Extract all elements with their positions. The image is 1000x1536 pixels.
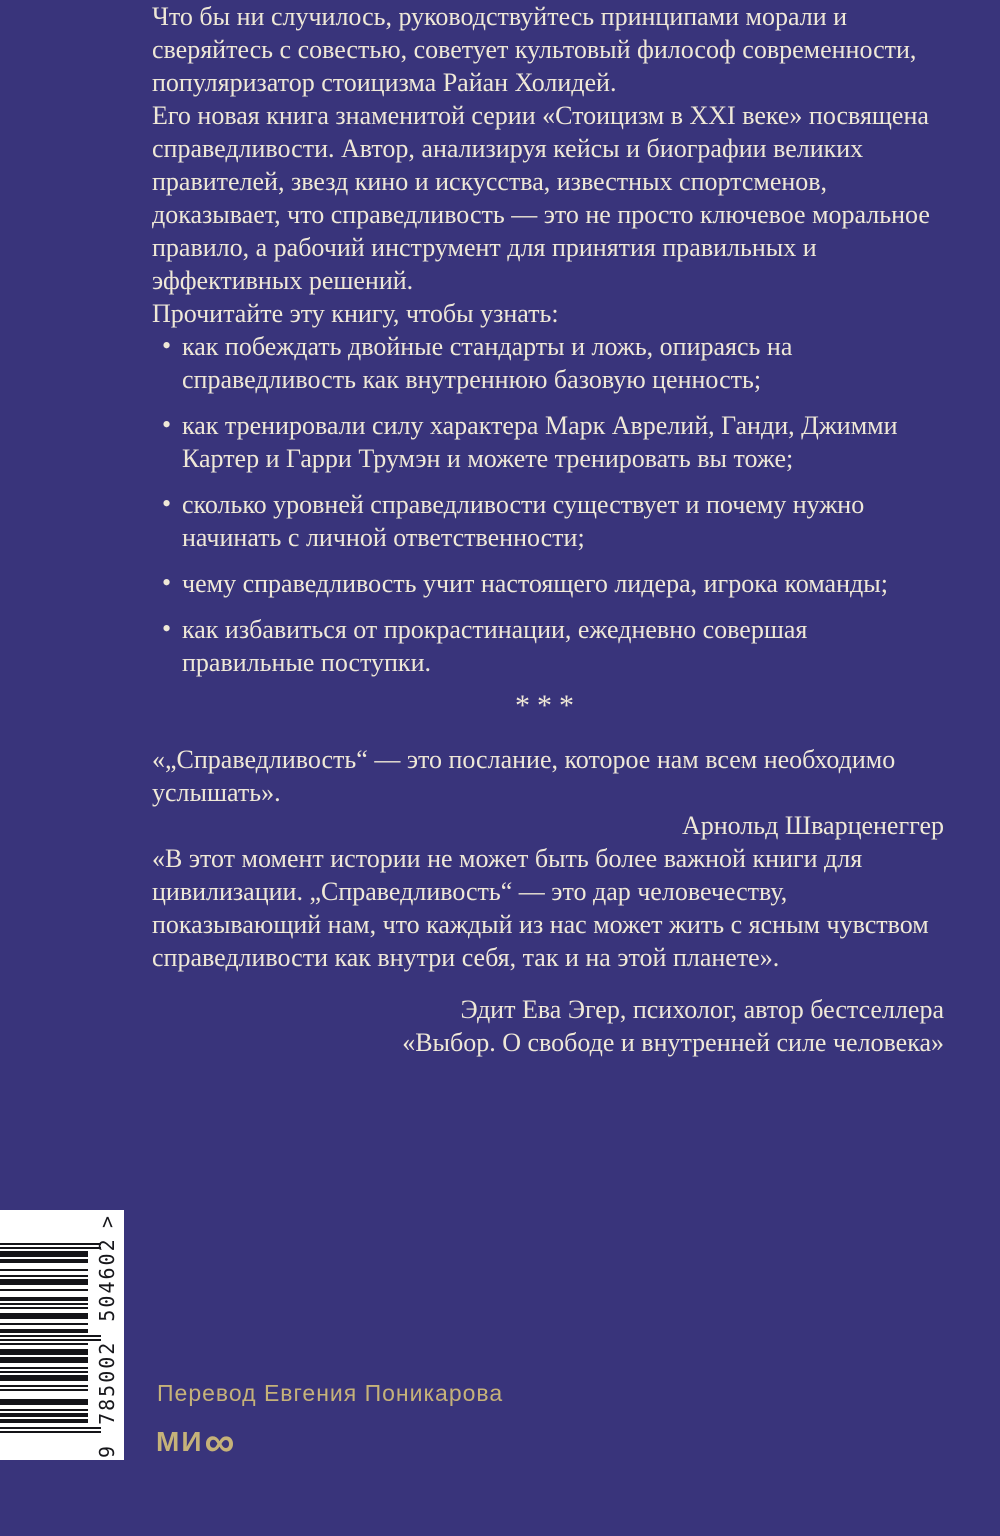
list-item: • сколько уровней справедливости существует и почему нужно начинать с личной ответственности; (152, 488, 944, 554)
barcode-number (94, 1214, 120, 1458)
barcode (0, 1210, 124, 1460)
infinity-icon: ∞ (204, 1418, 235, 1465)
attribution-line: «Выбор. О свободе и внутренней силе человека» (402, 1028, 944, 1057)
attribution-line: Эдит Ева Эгер, психолог, автор бестселлера (460, 995, 944, 1024)
list-item: • как побеждать двойные стандарты и ложь, опираясь на справедливость как внутреннюю базовую ценность; (152, 330, 944, 396)
list-item: • чему справедливость учит настоящего лидера, игрока команды; (152, 567, 944, 600)
blurb-paragraph-1: Что бы ни случилось, руководствуйтесь принципами морали и сверяйтесь с совестью, советует культовый философ современности, популяризатор стоицизма Райан Холидей. (152, 2, 917, 97)
list-item: • как тренировали силу характера Марк Аврелий, Ганди, Джимми Картер и Гарри Трумэн и можете тренировать вы тоже; (152, 409, 944, 475)
barcode-digits: 9 785002 504602 (95, 1237, 119, 1458)
quote-attribution-1: Арнольд Шварценеггер (681, 811, 944, 840)
publisher-logo-mif (156, 1418, 235, 1465)
list-intro: Прочитайте эту книгу, чтобы узнать: (152, 299, 559, 328)
key-points-list (152, 330, 944, 679)
section-separator: *** (515, 689, 581, 722)
blurb-column (152, 0, 944, 1059)
endorsement-quote-2: «В этот момент истории не может быть более важной книги для цивилизации. „Справедливость“ — это дар человечеству, показывающий нам, что каждый из нас может жить с ясным чувством справедливости как внутри себя, так и на этой планете». (152, 844, 929, 972)
translator-credit: Перевод Евгения Поникарова (157, 1380, 504, 1406)
list-item: • как избавиться от прокрастинации, ежедневно совершая правильные поступки. (152, 613, 944, 679)
barcode-arrow: > (95, 1214, 119, 1229)
quote-attribution-2 (152, 993, 944, 1059)
publisher-logo-letters: МИ (156, 1426, 204, 1457)
blurb-paragraph-2: Его новая книга знаменитой серии «Стоицизм в XXI веке» посвящена справедливости. Автор, анализируя кейсы и биографии великих правителей, звезд кино и искусства, известных спортсменов, доказывает, что справедливость — это не просто ключевое моральное правило, а рабочий инструмент для принятия правильных и эффективных решений. (152, 101, 930, 295)
endorsement-quote-1: «„Справедливость“ — это послание, которое нам всем необходимо услышать». (152, 745, 896, 807)
